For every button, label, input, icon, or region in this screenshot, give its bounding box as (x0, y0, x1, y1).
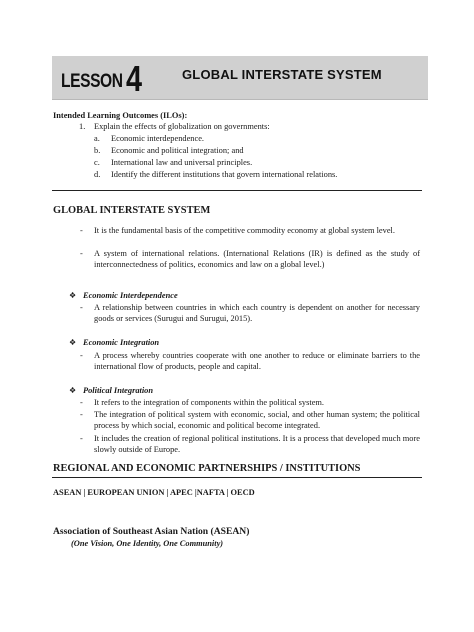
lesson-label: LESSON (61, 71, 123, 92)
bullet-text: It is the fundamental basis of the competitive commodity economy at global system level. (94, 226, 395, 235)
bullet-dash: - (80, 226, 83, 235)
bullet-dash: - (80, 434, 83, 443)
bullet-text: It includes the creation of regional political institutions. It is a process that developed much more slowly outside of Europe. (94, 434, 420, 454)
ilo-subitem-text: Identify the different institutions that govern international relations. (111, 170, 338, 179)
lesson-number: 4 (126, 58, 143, 99)
lesson-banner (52, 56, 428, 100)
ilo-item-number: 1. (79, 122, 86, 131)
bullet-dash: - (80, 410, 83, 419)
ilo-subitem-letter: a. (94, 134, 100, 143)
ilo-subitem-letter: b. (94, 146, 101, 155)
section-divider (52, 190, 422, 191)
bullet-text: A process whereby countries cooperate with one another to reduce or eliminate barriers to the international flow of products, people and capital. (94, 351, 420, 371)
bullet-dash: - (80, 351, 83, 360)
ilo-subitem-text: International law and universal principles. (111, 158, 253, 167)
subheading-economic-interdependence: Economic Interdependence (83, 291, 178, 300)
ilo-subitem-text: Economic interdependence. (111, 134, 205, 143)
bullet-text: A relationship between countries in which each country is dependent on another for necessary goods or services (Surugui and Surugui, 2015). (94, 303, 420, 323)
diamond-bullet-icon: ❖ (69, 386, 77, 395)
organizations-list: ASEAN | EUROPEAN UNION | APEC |NAFTA | OECD (53, 488, 255, 497)
bullet-text: It refers to the integration of components within the political system. (94, 398, 325, 407)
lesson-title: GLOBAL INTERSTATE SYSTEM (182, 67, 382, 82)
diamond-bullet-icon: ❖ (69, 291, 77, 300)
bullet-text: A system of international relations. (International Relations (IR) is defined as the study of interconnectedness of politics, economics and law on a global level.) (94, 249, 420, 269)
bullet-dash: - (80, 303, 83, 312)
ilo-subitem-letter: d. (94, 170, 101, 179)
bullet-text: The integration of political system with economic, social, and other human system; the political process by which social, economic and political become integrated. (94, 410, 420, 430)
bullet-dash: - (80, 398, 83, 407)
ilo-subitem-text: Economic and political integration; and (111, 146, 244, 155)
ilo-item-text: Explain the effects of globalization on governments: (94, 122, 270, 131)
asean-title: Association of Southeast Asian Nation (ASEAN) (53, 526, 250, 537)
section-divider (52, 477, 422, 478)
bullet-dash: - (80, 249, 83, 258)
section-heading-partnerships: REGIONAL AND ECONOMIC PARTNERSHIPS / INSTITUTIONS (53, 463, 361, 474)
subheading-economic-integration: Economic Integration (83, 338, 160, 347)
subheading-political-integration: Political Integration (83, 386, 154, 395)
section-heading-global-interstate: GLOBAL INTERSTATE SYSTEM (53, 205, 211, 216)
ilo-heading: Intended Learning Outcomes (ILOs): (53, 111, 188, 120)
diamond-bullet-icon: ❖ (69, 338, 77, 347)
asean-motto: (One Vision, One Identity, One Community) (71, 539, 224, 548)
ilo-subitem-letter: c. (94, 158, 100, 167)
